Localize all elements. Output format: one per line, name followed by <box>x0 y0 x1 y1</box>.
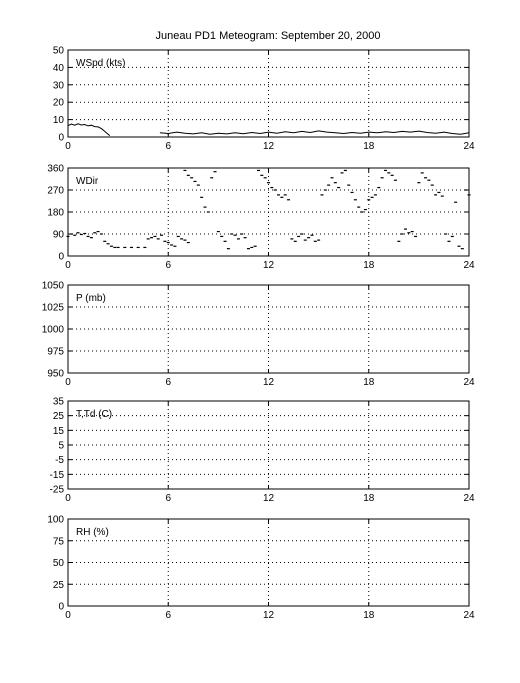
y-tick-label: -5 <box>55 455 64 467</box>
data-point <box>123 247 126 248</box>
y-tick-label: 180 <box>47 207 64 219</box>
data-point <box>407 232 410 233</box>
series-line <box>68 124 110 136</box>
data-point <box>187 242 190 243</box>
data-point <box>307 237 310 238</box>
data-point <box>454 202 457 203</box>
y-tick-label: 50 <box>52 45 64 57</box>
data-point <box>437 192 440 193</box>
data-point <box>401 233 404 234</box>
panel-1 <box>53 46 475 153</box>
data-point <box>361 211 364 212</box>
data-point <box>320 194 323 195</box>
data-point <box>391 175 394 176</box>
x-tick-label: 24 <box>463 377 475 388</box>
data-point <box>130 247 133 248</box>
data-point <box>300 233 303 234</box>
y-tick-label: 5 <box>58 440 64 452</box>
data-point <box>250 247 253 248</box>
data-point <box>468 194 471 195</box>
y-tick-label: 360 <box>47 163 64 175</box>
data-point <box>260 175 263 176</box>
y-tick-label: 1025 <box>41 302 64 314</box>
data-point <box>441 196 444 197</box>
x-tick-label: 6 <box>165 260 172 271</box>
data-point <box>334 182 337 183</box>
data-point <box>290 238 293 239</box>
y-tick-label: 0 <box>58 251 64 263</box>
data-point <box>337 187 340 188</box>
data-point <box>344 170 347 171</box>
panel-label: P (mb) <box>76 293 106 304</box>
data-point <box>207 211 210 212</box>
data-point <box>247 248 250 249</box>
data-point <box>153 236 156 237</box>
data-point <box>160 235 163 236</box>
data-point <box>80 234 83 235</box>
x-tick-label: 0 <box>65 377 71 388</box>
data-point <box>170 244 173 245</box>
y-tick-label: 950 <box>47 368 64 380</box>
data-point <box>240 233 243 234</box>
y-tick-label: 0 <box>58 601 64 613</box>
data-point <box>117 247 120 248</box>
data-point <box>214 171 217 172</box>
data-point <box>157 238 160 239</box>
x-tick-label: 12 <box>262 493 275 504</box>
data-point <box>377 187 380 188</box>
data-point <box>264 177 267 178</box>
data-point <box>421 172 424 173</box>
data-point <box>147 238 150 239</box>
data-point <box>287 199 290 200</box>
data-point <box>190 177 193 178</box>
y-tick-label: 0 <box>58 132 64 144</box>
data-point <box>183 240 186 241</box>
x-tick-label: 18 <box>363 141 375 152</box>
x-tick-label: 0 <box>65 610 71 621</box>
y-tick-label: 15 <box>52 425 64 437</box>
y-tick-label: 270 <box>47 185 64 197</box>
data-point <box>294 241 297 242</box>
data-point <box>327 185 330 186</box>
x-tick-label: 18 <box>363 377 375 388</box>
data-point <box>150 237 153 238</box>
panel-4 <box>50 397 475 505</box>
data-point <box>431 185 434 186</box>
y-tick-label: 25 <box>52 579 64 591</box>
data-point <box>394 180 397 181</box>
x-tick-label: 12 <box>262 260 275 271</box>
data-point <box>367 199 370 200</box>
data-point <box>230 233 233 234</box>
data-point <box>237 238 240 239</box>
data-point <box>351 192 354 193</box>
data-point <box>267 182 270 183</box>
data-point <box>220 236 223 237</box>
data-point <box>257 170 260 171</box>
data-point <box>457 246 460 247</box>
data-point <box>404 229 407 230</box>
data-point <box>177 236 180 237</box>
data-point <box>180 238 183 239</box>
series-line <box>160 131 469 134</box>
data-point <box>341 172 344 173</box>
x-tick-label: 0 <box>65 141 71 152</box>
data-point <box>204 207 207 208</box>
y-tick-label: -15 <box>49 469 64 481</box>
panel-3 <box>42 281 475 389</box>
data-point <box>444 233 447 234</box>
y-tick-label: 10 <box>52 115 64 127</box>
panel-label: RH (%) <box>76 527 109 538</box>
data-point <box>107 243 110 244</box>
x-tick-label: 12 <box>262 141 275 152</box>
data-point <box>70 233 73 234</box>
data-point <box>163 241 166 242</box>
data-point <box>461 248 464 249</box>
panel-label: T,Td (C) <box>76 409 113 420</box>
data-point <box>173 246 176 247</box>
data-point <box>113 247 116 248</box>
panel-5 <box>47 515 475 622</box>
data-point <box>427 180 430 181</box>
y-tick-label: 90 <box>52 229 64 241</box>
y-tick-label: 35 <box>52 396 64 408</box>
y-tick-label: 25 <box>52 411 64 423</box>
data-point <box>67 236 70 237</box>
data-point <box>297 236 300 237</box>
data-point <box>371 197 374 198</box>
data-point <box>227 248 230 249</box>
y-tick-label: 50 <box>52 558 64 569</box>
y-tick-label: 100 <box>47 514 64 526</box>
x-tick-label: 0 <box>65 260 71 271</box>
data-point <box>314 241 317 242</box>
data-point <box>411 231 414 232</box>
data-point <box>193 181 196 182</box>
data-point <box>464 189 467 190</box>
data-point <box>324 189 327 190</box>
y-tick-label: 1050 <box>41 280 64 292</box>
x-tick-label: 18 <box>363 260 375 271</box>
data-point <box>197 185 200 186</box>
panel-label: WSpd (kts) <box>76 58 126 69</box>
data-point <box>97 231 100 232</box>
data-point <box>374 194 377 195</box>
data-point <box>244 237 247 238</box>
data-point <box>354 199 357 200</box>
data-point <box>447 241 450 242</box>
data-point <box>304 240 307 241</box>
data-point <box>387 172 390 173</box>
data-point <box>73 235 76 236</box>
data-point <box>103 241 106 242</box>
data-point <box>347 185 350 186</box>
data-point <box>87 236 90 237</box>
data-point <box>187 175 190 176</box>
data-point <box>280 197 283 198</box>
data-point <box>397 241 400 242</box>
x-tick-label: 6 <box>165 141 172 152</box>
panel-2 <box>47 164 475 272</box>
y-tick-label: -25 <box>49 484 64 496</box>
data-point <box>93 232 96 233</box>
data-point <box>381 177 384 178</box>
data-point <box>451 236 454 237</box>
y-tick-label: 1000 <box>41 324 64 336</box>
x-tick-label: 24 <box>463 141 475 152</box>
data-point <box>110 246 113 247</box>
data-point <box>284 194 287 195</box>
data-point <box>310 235 313 236</box>
plot-frame <box>68 50 469 137</box>
y-tick-label: 30 <box>52 80 64 92</box>
data-point <box>77 232 80 233</box>
data-point <box>210 177 213 178</box>
x-tick-label: 12 <box>262 610 275 621</box>
data-point <box>434 194 437 195</box>
y-tick-label: 40 <box>52 62 64 74</box>
y-tick-label: 20 <box>52 97 64 109</box>
data-point <box>384 170 387 171</box>
data-point <box>414 236 417 237</box>
data-point <box>274 189 277 190</box>
data-point <box>234 235 237 236</box>
x-tick-label: 24 <box>463 260 475 271</box>
data-point <box>254 246 257 247</box>
data-point <box>217 231 220 232</box>
x-tick-label: 12 <box>262 377 275 388</box>
x-tick-label: 24 <box>463 610 475 621</box>
x-tick-label: 6 <box>165 610 172 621</box>
data-point <box>83 233 86 234</box>
data-point <box>364 209 367 210</box>
data-point <box>357 207 360 208</box>
data-point <box>224 241 227 242</box>
x-tick-label: 18 <box>363 493 375 504</box>
data-point <box>424 177 427 178</box>
chart-title: Juneau PD1 Meteogram: September 20, 2000 <box>155 30 381 42</box>
y-tick-label: 75 <box>52 536 64 548</box>
data-point <box>100 233 103 234</box>
data-point <box>90 237 93 238</box>
x-tick-label: 6 <box>165 377 172 388</box>
data-point <box>183 170 186 171</box>
y-tick-label: 975 <box>47 346 64 358</box>
x-tick-label: 6 <box>165 493 172 504</box>
data-point <box>167 242 170 243</box>
data-point <box>143 247 146 248</box>
data-point <box>417 182 420 183</box>
panel-label: WDir <box>76 176 99 187</box>
x-tick-label: 18 <box>363 610 375 621</box>
data-point <box>317 240 320 241</box>
data-point <box>137 247 140 248</box>
data-point <box>200 197 203 198</box>
x-tick-label: 0 <box>65 493 71 504</box>
data-point <box>330 177 333 178</box>
data-point <box>270 187 273 188</box>
data-point <box>277 194 280 195</box>
x-tick-label: 24 <box>463 493 475 504</box>
